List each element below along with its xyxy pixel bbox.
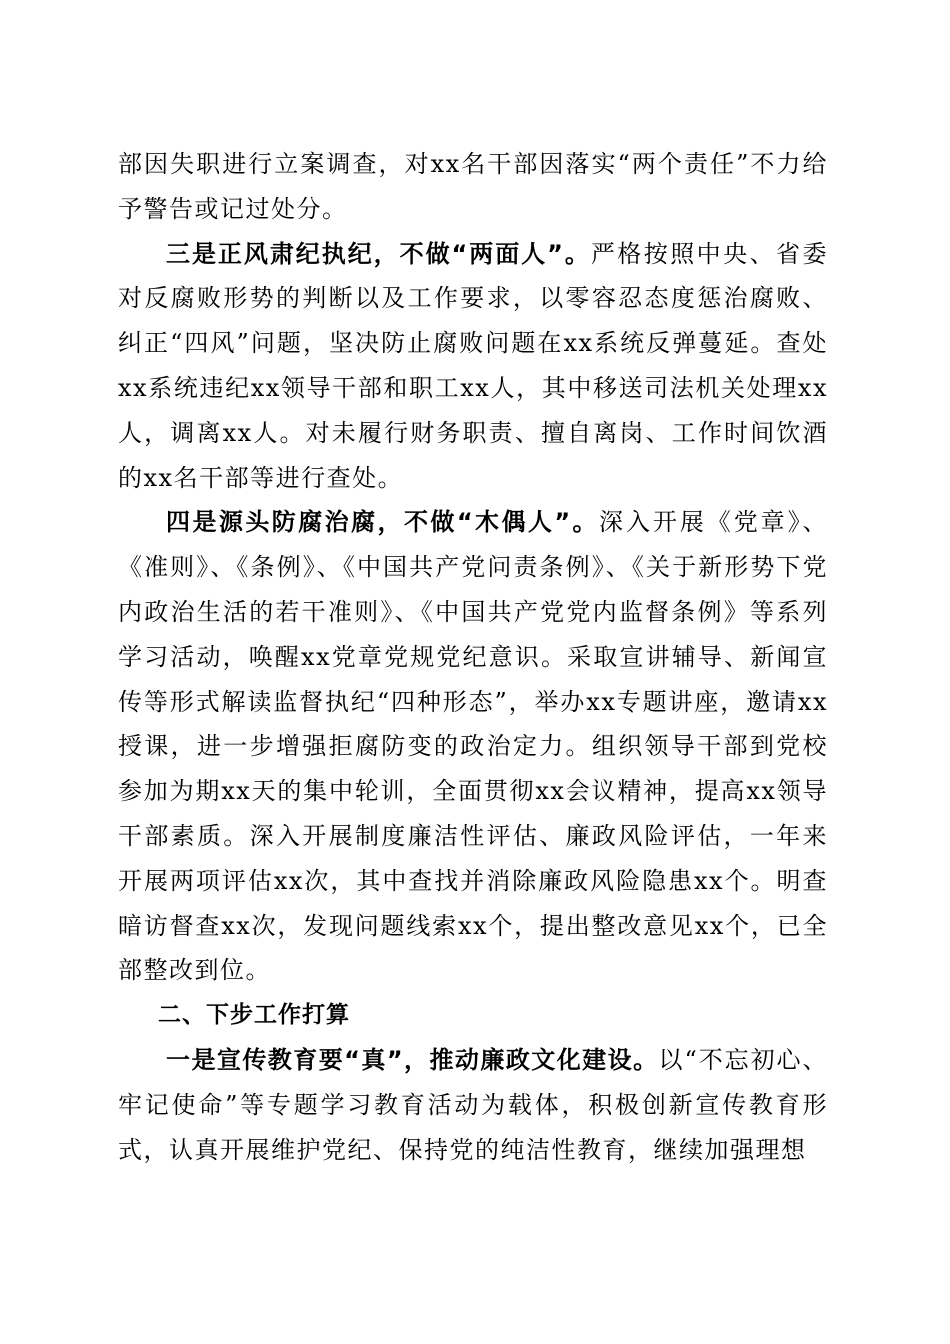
paragraph-item-one	[118, 1038, 828, 1172]
paragraph-lead: 一是宣传教育要“真”，推动廉政文化建设。	[166, 1045, 659, 1074]
paragraph-text: 部因失职进行立案调查，对xx名干部因落实“两个责任”不力给予警告或记过处分。	[118, 150, 828, 223]
paragraph-text: 以“不忘初心、牢记使命”等专题学习教育活动为载体，积极创新宣传教育形式，认真开展维护党纪、保持党的纯洁性教育，继续加强理想	[118, 1045, 828, 1164]
paragraph-lead: 四是源头防腐治腐，不做“木偶人”。	[166, 508, 599, 537]
document-body	[118, 142, 828, 1172]
paragraph-text: 深入开展《党章》、《准则》、《条例》、《中国共产党问责条例》、《关于新形势下党内政治生活的若干准则》、《中国共产党党内监督条例》等系列学习活动，唤醒xx党章党规党纪意识。采取宣讲辅导、新闻宣传等形式解读监督执纪“四种形态”，举办xx专题讲座，邀请xx授课，进一步增强拒腐防变的政治定力。组织领导干部到党校参加为期xx天的集中轮训，全面贯彻xx会议精神，提高xx领导干部素质。深入开展制度廉洁性评估、廉政风险评估，一年来开展两项评估xx次，其中查找并消除廉政风险隐患xx个。明查暗访督查xx次，发现问题线索xx个，提出整改意见xx个，已全部整改到位。	[118, 508, 829, 985]
section-heading: 二、下步工作打算	[158, 1002, 350, 1029]
paragraph-item-four	[118, 500, 828, 993]
paragraph-continuation	[118, 142, 828, 232]
paragraph-lead: 三是正风肃纪执纪，不做“两面人”。	[166, 239, 591, 268]
paragraph-text: 严格按照中央、省委对反腐败形势的判断以及工作要求，以零容忍态度惩治腐败、纠正“四风”问题，坚决防止腐败问题在xx系统反弹蔓延。查处xx系统违纪xx领导干部和职工xx人，其中移送司法机关处理xx人，调离xx人。对未履行财务职责、擅自离岗、工作时间饮酒的xx名干部等进行查处。	[118, 239, 829, 492]
paragraph-item-three	[118, 232, 828, 501]
